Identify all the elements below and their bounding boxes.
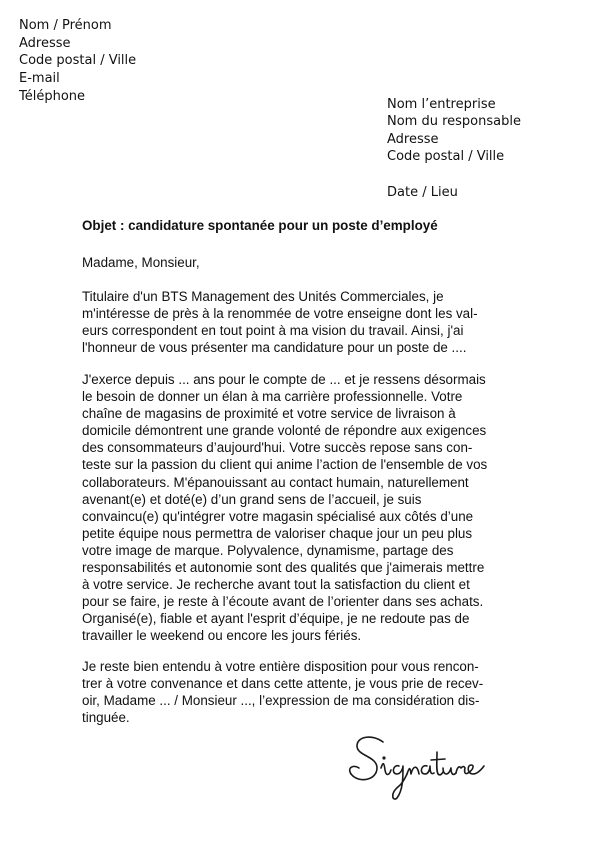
recipient-block — [387, 96, 521, 165]
sender-phone: Téléphone — [19, 88, 86, 104]
paragraph-line: teste sur la passion du client qui anime l’action de l'ensemble de vos — [82, 457, 488, 473]
sender-block — [19, 17, 136, 106]
paragraph-line: tinguée. — [82, 710, 130, 726]
paragraph-line: J'exerce depuis ... ans pour le compte de ... et je ressens désormais — [82, 372, 486, 387]
sender-address: Adresse — [19, 35, 71, 51]
paragraph-line: des consommateurs d’aujourd'hui. Votre succès repose sans con- — [82, 440, 473, 456]
recipient-postal-city: Code postal / Ville — [387, 148, 505, 164]
paragraph-line: eurs correspondent en tout point à ma vision du travail. Ainsi, j'ai — [82, 323, 464, 339]
recipient-company: Nom l’entreprise — [387, 97, 496, 112]
paragraph-line: collaborateurs. M'épanouissant au contact humain, naturellement — [82, 474, 469, 490]
paragraph-line: à votre service. Je recherche avant tout la satisfaction du client et — [82, 577, 470, 593]
recipient-manager: Nom du responsable — [387, 114, 521, 130]
sender-email: E-mail — [19, 71, 60, 87]
paragraph-line: le besoin de donner un élan à ma carrière professionnelle. Votre — [82, 389, 463, 405]
paragraph-line: chaîne de magasins de proximité et votre service de livraison à — [82, 406, 456, 422]
recipient-address: Adresse — [387, 131, 439, 147]
signature-icon — [343, 728, 493, 802]
sender-name: Nom / Prénom — [19, 18, 112, 33]
paragraph-line: votre image de marque. Polyvalence, dynamisme, partage des — [82, 542, 454, 558]
paragraph-line: trer à votre convenance et dans cette attente, je vous prie de recev- — [82, 676, 484, 692]
paragraph-line: domicile démontrent une grande volonté de répondre aux exigences — [82, 423, 487, 439]
paragraph-intro — [82, 288, 478, 356]
paragraph-line: Organisé(e), fiable et ayant l'esprit d’équipe, je ne redoute pas de — [82, 611, 470, 627]
paragraph-line: l'honneur de vous présenter ma candidature pour un poste de .... — [82, 340, 467, 356]
paragraph-experience — [82, 371, 487, 645]
paragraph-closing — [82, 658, 483, 726]
letter-subject: Objet : candidature spontanée pour un poste d’employé — [82, 218, 438, 233]
paragraph-line: Je reste bien entendu à votre entière disposition pour vous rencon- — [82, 659, 479, 674]
sender-postal-city: Code postal / Ville — [19, 53, 137, 69]
paragraph-line: travailler le weekend ou encore les jours fériés. — [82, 628, 362, 644]
paragraph-line: Titulaire d'un BTS Management des Unités Commerciales, je — [82, 289, 444, 304]
salutation: Madame, Monsieur, — [82, 255, 200, 270]
paragraph-line: petite équipe nous permettra de valoriser chaque jour un peu plus — [82, 525, 473, 541]
paragraph-line: m'intéresse de près à la renommée de votre enseigne dont les val- — [82, 306, 478, 322]
paragraph-line: avenant(e) et doté(e) d’un grand sens de l’accueil, je suis — [82, 491, 422, 507]
paragraph-line: convaincu(e) qu'intégrer votre magasin spécialisé aux côtés d’une — [82, 508, 474, 524]
date-place: Date / Lieu — [387, 185, 458, 200]
paragraph-line: oir, Madame ... / Monsieur ..., l’expression de ma considération dis- — [82, 693, 480, 709]
paragraph-line: pour se faire, je reste à l’écoute avant de l’orienter dans ses achats. — [82, 594, 484, 610]
paragraph-line: responsabilités et autonomie sont des qualités que j'aimerais mettre — [82, 560, 485, 576]
